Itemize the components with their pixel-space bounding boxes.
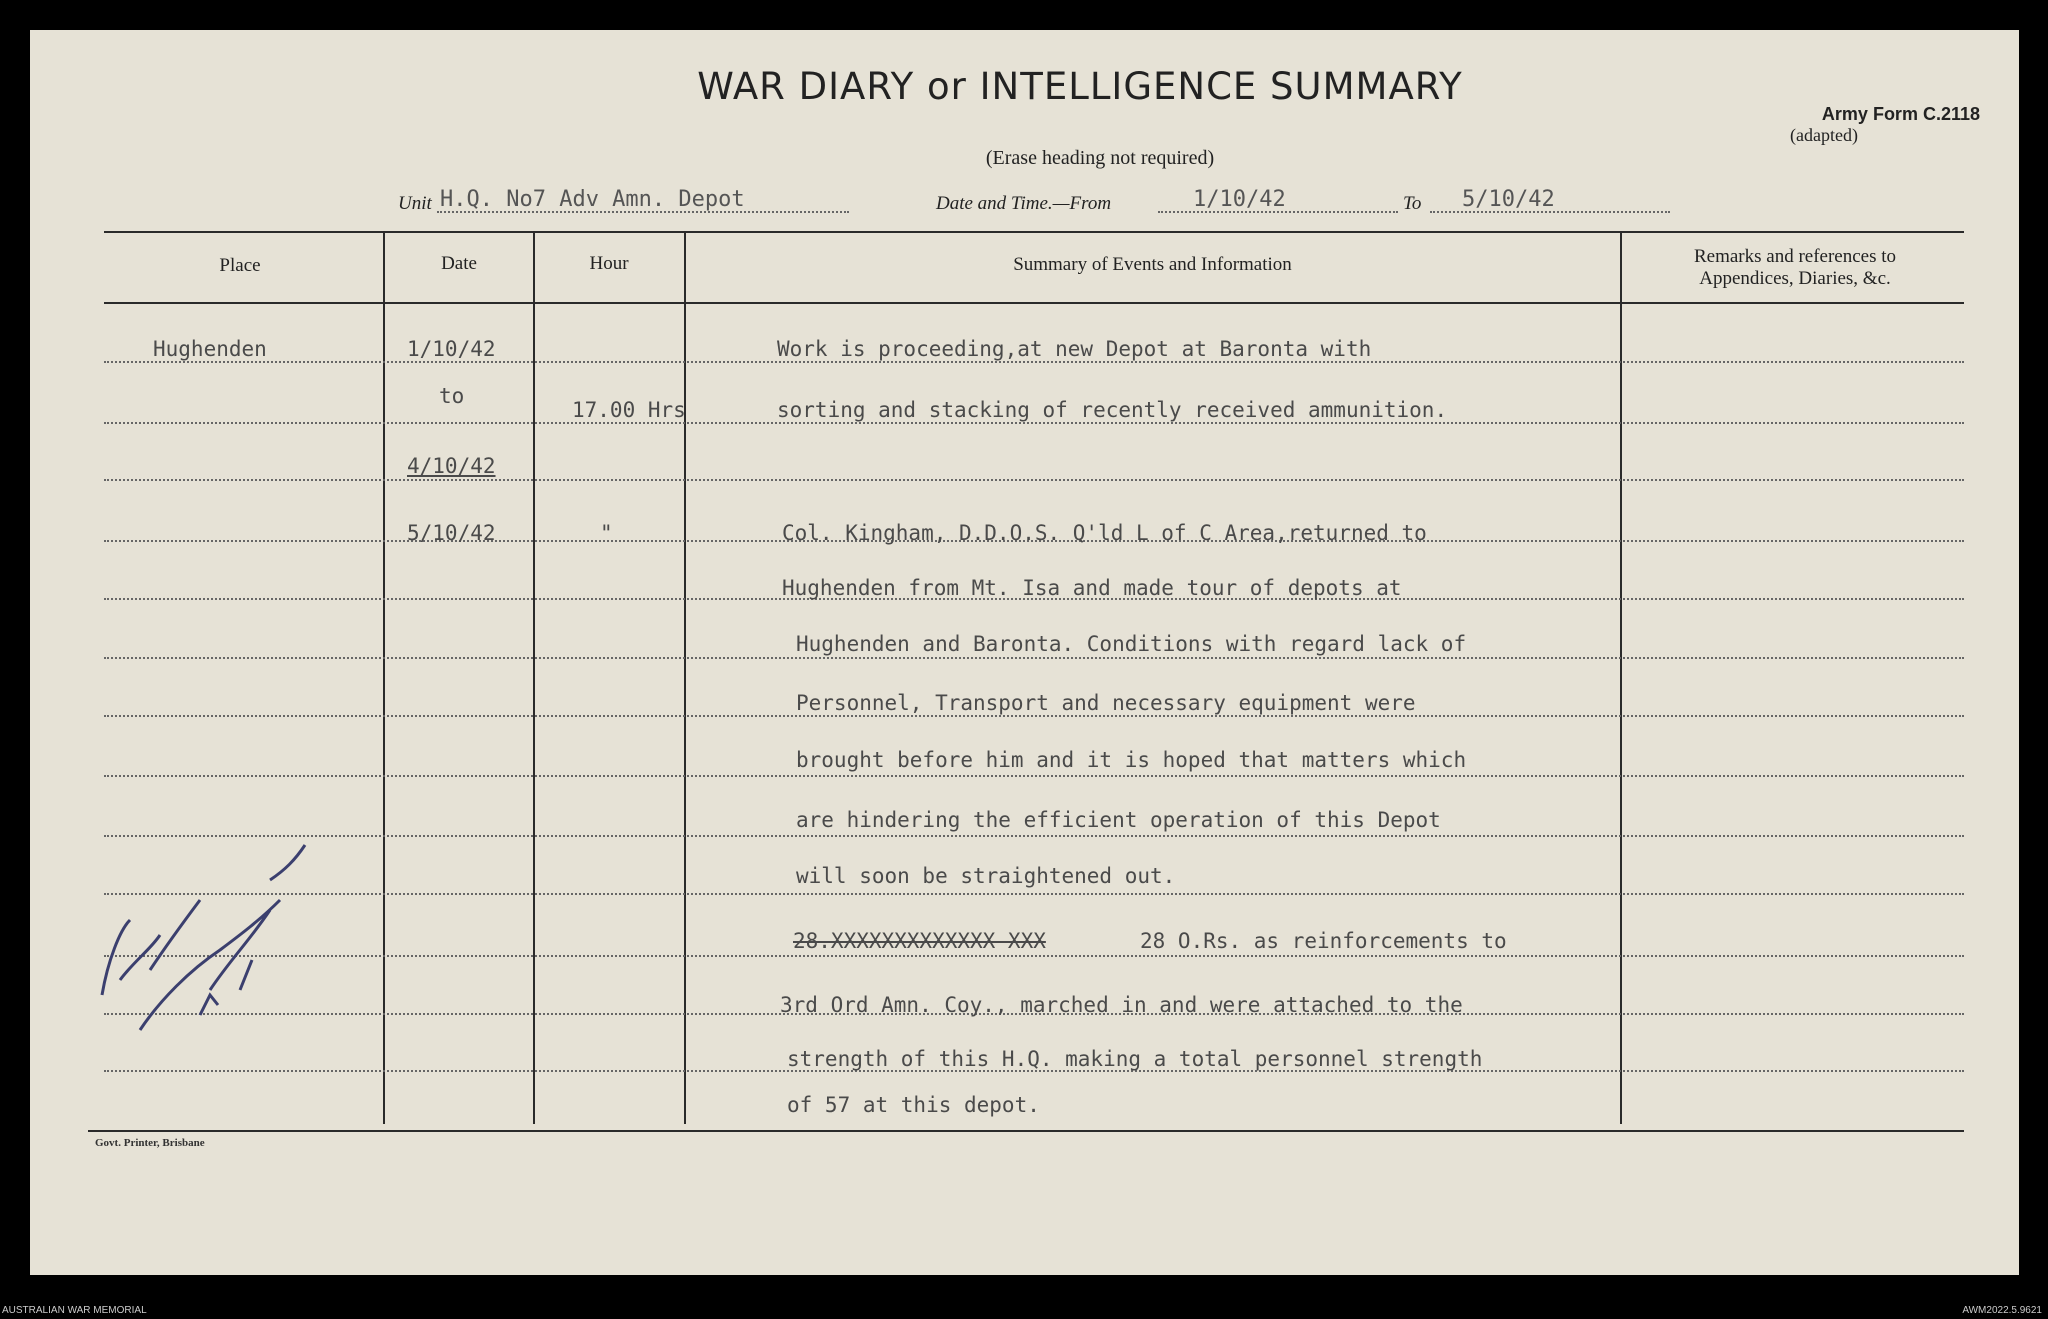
date-from-label: Date and Time.—From bbox=[936, 193, 1112, 214]
summary-line-4: Hughenden from Mt. Isa and made tour of depots at bbox=[782, 576, 1402, 600]
remarks-header-line-2: Appendices, Diaries, &c. bbox=[1699, 268, 1891, 289]
summary-line-11: 3rd Ord Amn. Coy., marched in and were attached to the bbox=[780, 993, 1463, 1017]
date-to-dotted-line bbox=[1430, 211, 1670, 213]
date-entry-from: 1/10/42 bbox=[407, 337, 496, 361]
summary-line-6: Personnel, Transport and necessary equipment were bbox=[796, 691, 1416, 715]
date-entry-to-word: to bbox=[439, 384, 465, 408]
summary-line-13: of 57 at this depot. bbox=[787, 1093, 1040, 1117]
summary-line-5: Hughenden and Baronta. Conditions with regard lack of bbox=[796, 632, 1467, 656]
column-divider-hour bbox=[684, 231, 686, 1124]
row-rule bbox=[104, 893, 1964, 895]
column-divider-place bbox=[383, 231, 385, 1124]
column-divider-summary bbox=[1620, 231, 1622, 1124]
column-header-place: Place bbox=[219, 255, 261, 276]
printer-credit: Govt. Printer, Brisbane bbox=[95, 1137, 205, 1149]
remarks-header-line-1: Remarks and references to bbox=[1693, 246, 1897, 267]
row-rule bbox=[104, 775, 1964, 777]
column-header-date: Date bbox=[441, 253, 477, 274]
archive-reference: AWM2022.5.9621 bbox=[1962, 1305, 2042, 1316]
adapted-note: (adapted) bbox=[1790, 125, 1858, 145]
summary-line-8: are hindering the efficient operation of this Depot bbox=[796, 808, 1441, 832]
column-header-remarks bbox=[1630, 246, 1960, 290]
date-to-value: 5/10/42 bbox=[1462, 187, 1555, 212]
unit-value: H.Q. No7 Adv Amn. Depot bbox=[440, 187, 745, 212]
row-rule bbox=[104, 835, 1964, 837]
row-rule bbox=[104, 361, 1964, 363]
date-entry-until: 4/10/42 bbox=[407, 454, 496, 478]
form-subtitle: (Erase heading not required) bbox=[985, 147, 1215, 169]
hour-entry: 17.00 Hrs bbox=[572, 398, 686, 422]
row-rule bbox=[104, 657, 1964, 659]
column-header-hour: Hour bbox=[589, 253, 629, 274]
summary-line-1: Work is proceeding,at new Depot at Baronta with bbox=[777, 337, 1372, 361]
column-header-summary: Summary of Events and Information bbox=[1013, 254, 1292, 275]
summary-line-12: strength of this H.Q. making a total personnel strength bbox=[787, 1047, 1483, 1071]
struck-out-text: 28.XXXXXXXXXXXXX XXX bbox=[793, 929, 1046, 953]
hour-ditto-mark: " bbox=[600, 521, 613, 545]
summary-line-7: brought before him and it is hoped that matters which bbox=[796, 748, 1467, 772]
summary-line-2: sorting and stacking of recently received ammunition. bbox=[777, 398, 1448, 422]
archive-credit: AUSTRALIAN WAR MEMORIAL bbox=[2, 1305, 147, 1316]
date-entry-second: 5/10/42 bbox=[407, 521, 496, 545]
form-title: WAR DIARY or INTELLIGENCE SUMMARY bbox=[697, 65, 1463, 108]
row-rule bbox=[104, 715, 1964, 717]
unit-label: Unit bbox=[398, 193, 432, 214]
date-from-dotted-line bbox=[1158, 211, 1398, 213]
summary-line-10: 28 O.Rs. as reinforcements to bbox=[1140, 929, 1507, 953]
column-divider-date bbox=[533, 231, 535, 1124]
row-rule bbox=[104, 955, 1964, 957]
handwritten-signature bbox=[90, 840, 320, 1040]
date-from-value: 1/10/42 bbox=[1193, 187, 1286, 212]
table-bottom-rule bbox=[88, 1130, 1964, 1132]
summary-line-3: Col. Kingham, D.D.O.S. Q'ld L of C Area,returned to bbox=[782, 521, 1427, 545]
place-entry: Hughenden bbox=[153, 337, 267, 361]
summary-line-9: will soon be straightened out. bbox=[796, 864, 1176, 888]
army-form-number: Army Form C.2118 bbox=[1821, 104, 1980, 124]
date-to-label: To bbox=[1403, 193, 1422, 214]
row-rule bbox=[104, 422, 1964, 424]
unit-dotted-line bbox=[437, 211, 849, 213]
row-rule bbox=[104, 479, 1964, 481]
